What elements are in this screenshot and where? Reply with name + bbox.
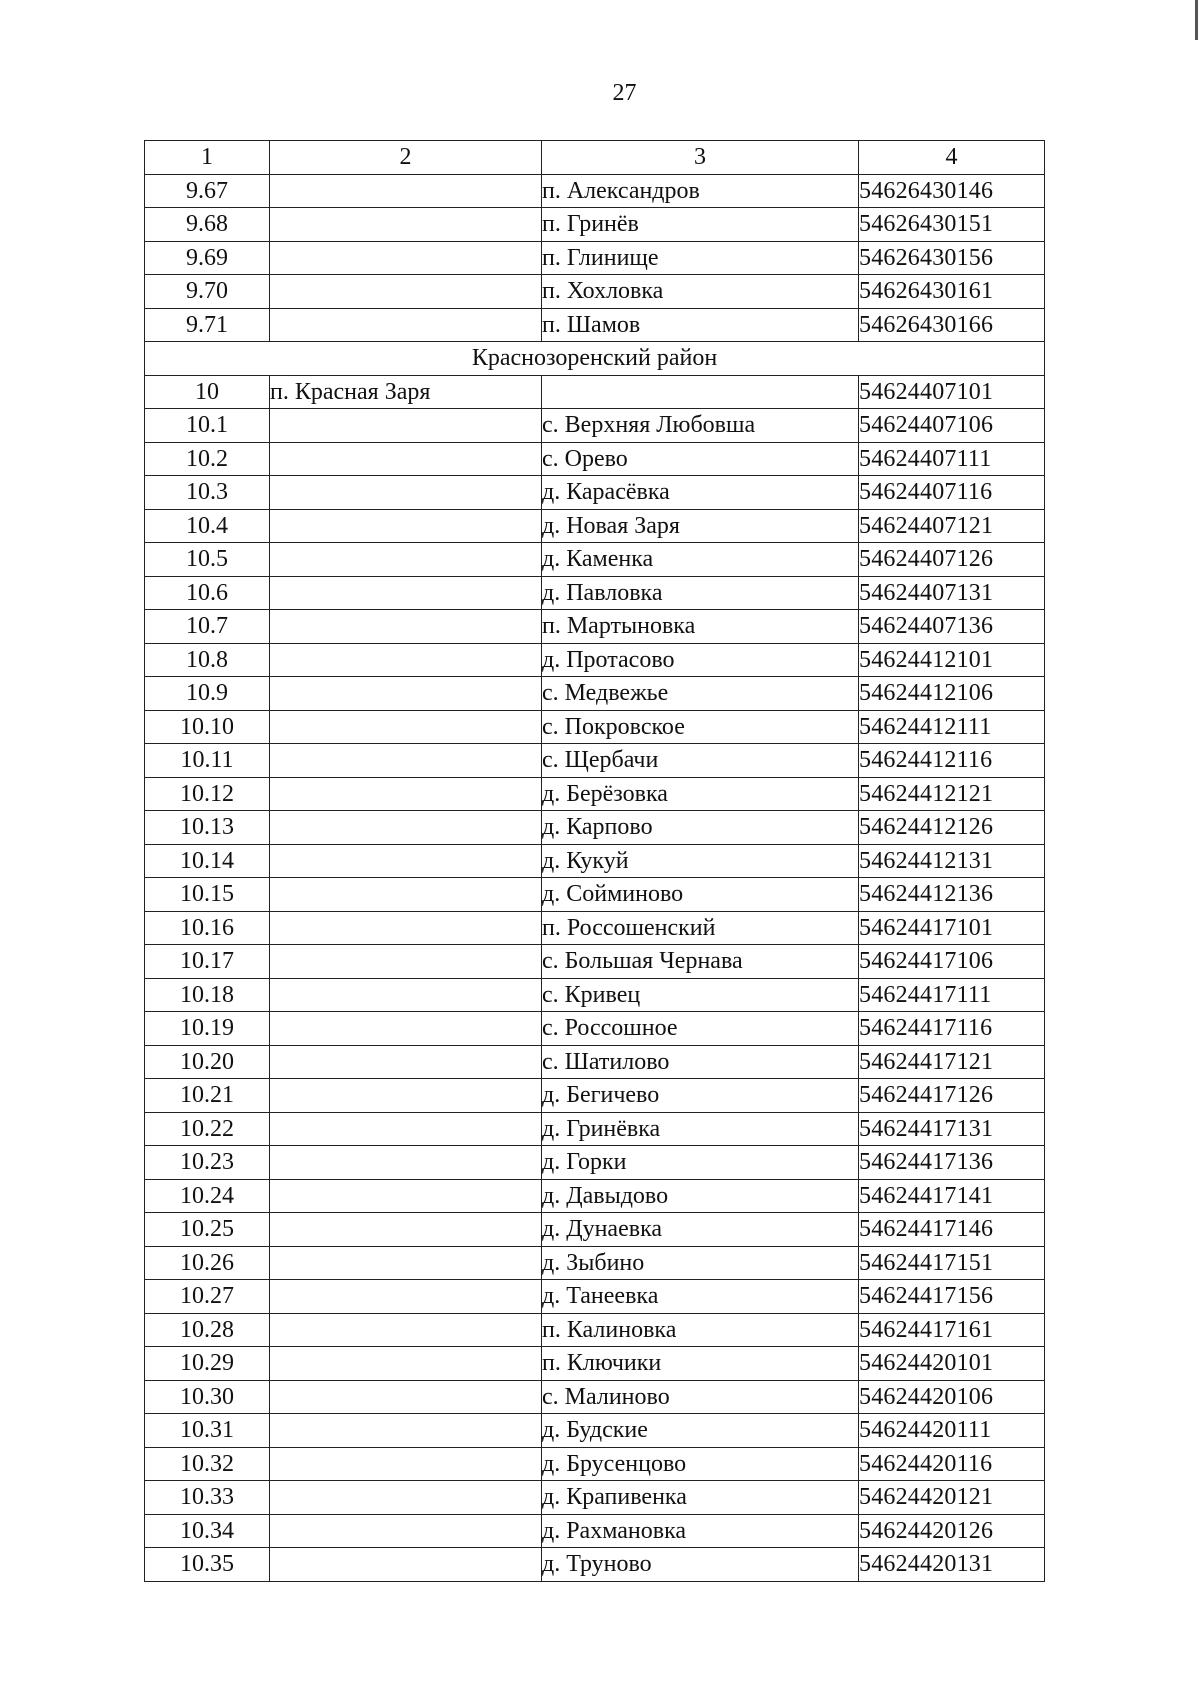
table-row (145, 610, 1045, 644)
oktmo-code-cell: 54624417136 (859, 1146, 1045, 1180)
admin-center-cell (270, 1079, 542, 1113)
locality-cell: д. Новая Заря (542, 509, 859, 543)
oktmo-code-cell: 54626430166 (859, 308, 1045, 342)
row-number-cell: 10.22 (145, 1112, 270, 1146)
header-col-4: 4 (859, 141, 1045, 175)
table-row (145, 1347, 1045, 1381)
locality-cell: д. Карасёвка (542, 476, 859, 510)
oktmo-code-cell: 54624420111 (859, 1414, 1045, 1448)
table-row (145, 543, 1045, 577)
table-row (145, 1146, 1045, 1180)
oktmo-code-cell: 54624420131 (859, 1548, 1045, 1582)
table-row (145, 1079, 1045, 1113)
row-number-cell: 9.71 (145, 308, 270, 342)
locality-cell: д. Гринёвка (542, 1112, 859, 1146)
locality-cell: с. Малиново (542, 1380, 859, 1414)
locality-cell: с. Большая Чернава (542, 945, 859, 979)
oktmo-code-cell: 54624417126 (859, 1079, 1045, 1113)
row-number-cell: 10.25 (145, 1213, 270, 1247)
admin-center-cell (270, 1012, 542, 1046)
table-row (145, 275, 1045, 309)
admin-center-cell (270, 1481, 542, 1515)
table-row (145, 911, 1045, 945)
table-row (145, 1514, 1045, 1548)
locality-cell: п. Гринёв (542, 208, 859, 242)
row-number-cell: 10.14 (145, 844, 270, 878)
admin-center-cell (270, 576, 542, 610)
table-row (145, 1179, 1045, 1213)
admin-center-cell (270, 543, 542, 577)
locality-cell: д. Будские (542, 1414, 859, 1448)
admin-center-cell (270, 1280, 542, 1314)
locality-cell: п. Россошенский (542, 911, 859, 945)
oktmo-code-cell: 54624417151 (859, 1246, 1045, 1280)
row-number-cell: 10.5 (145, 543, 270, 577)
row-number-cell: 10.29 (145, 1347, 270, 1381)
locality-cell: д. Протасово (542, 643, 859, 677)
table-row (145, 1213, 1045, 1247)
row-number-cell: 10 (145, 375, 270, 409)
table-row (145, 1280, 1045, 1314)
row-number-cell: 10.10 (145, 710, 270, 744)
row-number-cell: 10.8 (145, 643, 270, 677)
oktmo-code-cell: 54624420126 (859, 1514, 1045, 1548)
table-row (145, 1313, 1045, 1347)
admin-center-cell (270, 1313, 542, 1347)
admin-center-cell (270, 409, 542, 443)
oktmo-code-cell: 54624417116 (859, 1012, 1045, 1046)
table-row (145, 1246, 1045, 1280)
table-row (145, 1548, 1045, 1582)
table-row (145, 1414, 1045, 1448)
oktmo-code-cell: 54624412126 (859, 811, 1045, 845)
admin-center-cell (270, 1447, 542, 1481)
row-number-cell: 10.1 (145, 409, 270, 443)
oktmo-code-cell: 54624417106 (859, 945, 1045, 979)
row-number-cell: 10.23 (145, 1146, 270, 1180)
locality-cell: с. Медвежье (542, 677, 859, 711)
row-number-cell: 10.18 (145, 978, 270, 1012)
row-number-cell: 10.11 (145, 744, 270, 778)
admin-center-cell (270, 1414, 542, 1448)
admin-center-cell (270, 1380, 542, 1414)
row-number-cell: 9.67 (145, 174, 270, 208)
oktmo-code-cell: 54624407121 (859, 509, 1045, 543)
admin-center-cell (270, 174, 542, 208)
section-title: Краснозоренский район (145, 342, 1045, 376)
header-col-1: 1 (145, 141, 270, 175)
row-number-cell: 10.7 (145, 610, 270, 644)
table-row (145, 409, 1045, 443)
table-row (145, 811, 1045, 845)
row-number-cell: 9.68 (145, 208, 270, 242)
row-number-cell: 10.2 (145, 442, 270, 476)
oktmo-code-cell: 54624417101 (859, 911, 1045, 945)
row-number-cell: 10.4 (145, 509, 270, 543)
locality-cell: д. Бегичево (542, 1079, 859, 1113)
settlements-table (144, 140, 1045, 1582)
row-number-cell: 10.19 (145, 1012, 270, 1046)
row-number-cell: 10.34 (145, 1514, 270, 1548)
table-row (145, 375, 1045, 409)
locality-cell: д. Зыбино (542, 1246, 859, 1280)
oktmo-code-cell: 54624417161 (859, 1313, 1045, 1347)
table-row (145, 1447, 1045, 1481)
oktmo-code-cell: 54624417121 (859, 1045, 1045, 1079)
oktmo-code-cell: 54624417111 (859, 978, 1045, 1012)
header-col-2: 2 (270, 141, 542, 175)
admin-center-cell (270, 1045, 542, 1079)
locality-cell: д. Горки (542, 1146, 859, 1180)
locality-cell: п. Шамов (542, 308, 859, 342)
table-row (145, 241, 1045, 275)
locality-cell: д. Дунаевка (542, 1213, 859, 1247)
oktmo-code-cell: 54624407101 (859, 375, 1045, 409)
oktmo-code-cell: 54626430156 (859, 241, 1045, 275)
table-row (145, 844, 1045, 878)
admin-center-cell (270, 710, 542, 744)
oktmo-code-cell: 54624417146 (859, 1213, 1045, 1247)
admin-center-cell: п. Красная Заря (270, 375, 542, 409)
table-row (145, 208, 1045, 242)
locality-cell: с. Орево (542, 442, 859, 476)
locality-cell: с. Щербачи (542, 744, 859, 778)
admin-center-cell (270, 1514, 542, 1548)
row-number-cell: 10.32 (145, 1447, 270, 1481)
admin-center-cell (270, 945, 542, 979)
table-row (145, 744, 1045, 778)
admin-center-cell (270, 777, 542, 811)
admin-center-cell (270, 643, 542, 677)
table-row (145, 777, 1045, 811)
oktmo-code-cell: 54624412111 (859, 710, 1045, 744)
oktmo-code-cell: 54624412106 (859, 677, 1045, 711)
locality-cell: п. Хохловка (542, 275, 859, 309)
row-number-cell: 9.70 (145, 275, 270, 309)
oktmo-code-cell: 54624407136 (859, 610, 1045, 644)
admin-center-cell (270, 442, 542, 476)
locality-cell: п. Ключики (542, 1347, 859, 1381)
oktmo-code-cell: 54626430161 (859, 275, 1045, 309)
admin-center-cell (270, 1246, 542, 1280)
row-number-cell: 10.15 (145, 878, 270, 912)
oktmo-code-cell: 54624412121 (859, 777, 1045, 811)
admin-center-cell (270, 1112, 542, 1146)
oktmo-code-cell: 54624420101 (859, 1347, 1045, 1381)
oktmo-code-cell: 54626430146 (859, 174, 1045, 208)
table-row (145, 643, 1045, 677)
admin-center-cell (270, 1146, 542, 1180)
row-number-cell: 10.35 (145, 1548, 270, 1582)
admin-center-cell (270, 811, 542, 845)
row-number-cell: 10.21 (145, 1079, 270, 1113)
oktmo-code-cell: 54624412101 (859, 643, 1045, 677)
header-row (145, 141, 1045, 175)
locality-cell: д. Танеевка (542, 1280, 859, 1314)
table-row (145, 945, 1045, 979)
admin-center-cell (270, 1347, 542, 1381)
admin-center-cell (270, 1179, 542, 1213)
table-row (145, 978, 1045, 1012)
admin-center-cell (270, 275, 542, 309)
section-row (145, 342, 1045, 376)
admin-center-cell (270, 308, 542, 342)
admin-center-cell (270, 744, 542, 778)
oktmo-code-cell: 54624417141 (859, 1179, 1045, 1213)
locality-cell: д. Рахмановка (542, 1514, 859, 1548)
oktmo-code-cell: 54624412131 (859, 844, 1045, 878)
row-number-cell: 10.17 (145, 945, 270, 979)
admin-center-cell (270, 610, 542, 644)
admin-center-cell (270, 911, 542, 945)
locality-cell: д. Сойминово (542, 878, 859, 912)
row-number-cell: 10.31 (145, 1414, 270, 1448)
locality-cell: с. Кривец (542, 978, 859, 1012)
oktmo-code-cell: 54624407126 (859, 543, 1045, 577)
admin-center-cell (270, 978, 542, 1012)
row-number-cell: 10.3 (145, 476, 270, 510)
admin-center-cell (270, 241, 542, 275)
row-number-cell: 10.9 (145, 677, 270, 711)
oktmo-code-cell: 54624420121 (859, 1481, 1045, 1515)
admin-center-cell (270, 208, 542, 242)
oktmo-code-cell: 54624412136 (859, 878, 1045, 912)
locality-cell: д. Каменка (542, 543, 859, 577)
row-number-cell: 10.16 (145, 911, 270, 945)
oktmo-code-cell: 54624407116 (859, 476, 1045, 510)
row-number-cell: 10.27 (145, 1280, 270, 1314)
row-number-cell: 10.12 (145, 777, 270, 811)
page-number: 27 (612, 80, 637, 106)
locality-cell: д. Крапивенка (542, 1481, 859, 1515)
locality-cell: п. Глинище (542, 241, 859, 275)
oktmo-code-cell: 54624412116 (859, 744, 1045, 778)
locality-cell: п. Калиновка (542, 1313, 859, 1347)
oktmo-code-cell: 54624407111 (859, 442, 1045, 476)
locality-cell: д. Кукуй (542, 844, 859, 878)
table-row (145, 1481, 1045, 1515)
table-row (145, 1380, 1045, 1414)
admin-center-cell (270, 1213, 542, 1247)
admin-center-cell (270, 509, 542, 543)
locality-cell: с. Шатилово (542, 1045, 859, 1079)
row-number-cell: 10.6 (145, 576, 270, 610)
table-row (145, 442, 1045, 476)
admin-center-cell (270, 878, 542, 912)
admin-center-cell (270, 476, 542, 510)
locality-cell: д. Берёзовка (542, 777, 859, 811)
oktmo-code-cell: 54624420116 (859, 1447, 1045, 1481)
locality-cell: с. Россошное (542, 1012, 859, 1046)
table-row (145, 576, 1045, 610)
row-number-cell: 10.24 (145, 1179, 270, 1213)
oktmo-code-cell: 54626430151 (859, 208, 1045, 242)
table-row (145, 1045, 1045, 1079)
header-col-3: 3 (542, 141, 859, 175)
oktmo-code-cell: 54624407131 (859, 576, 1045, 610)
locality-cell: п. Мартыновка (542, 610, 859, 644)
locality-cell: д. Давыдово (542, 1179, 859, 1213)
admin-center-cell (270, 677, 542, 711)
locality-cell: д. Брусенцово (542, 1447, 859, 1481)
oktmo-code-cell: 54624420106 (859, 1380, 1045, 1414)
locality-cell (542, 375, 859, 409)
locality-cell: с. Верхняя Любовша (542, 409, 859, 443)
row-number-cell: 10.28 (145, 1313, 270, 1347)
locality-cell: п. Александров (542, 174, 859, 208)
table-row (145, 710, 1045, 744)
row-number-cell: 10.26 (145, 1246, 270, 1280)
table-row (145, 308, 1045, 342)
oktmo-code-cell: 54624417131 (859, 1112, 1045, 1146)
oktmo-code-cell: 54624407106 (859, 409, 1045, 443)
table-row (145, 1112, 1045, 1146)
row-number-cell: 10.33 (145, 1481, 270, 1515)
locality-cell: д. Павловка (542, 576, 859, 610)
table-row (145, 1012, 1045, 1046)
table-body (145, 141, 1045, 1582)
table-row (145, 509, 1045, 543)
locality-cell: д. Карпово (542, 811, 859, 845)
scan-edge-mark (1195, 0, 1198, 40)
row-number-cell: 9.69 (145, 241, 270, 275)
row-number-cell: 10.20 (145, 1045, 270, 1079)
table-row (145, 878, 1045, 912)
locality-cell: д. Труново (542, 1548, 859, 1582)
row-number-cell: 10.13 (145, 811, 270, 845)
oktmo-code-cell: 54624417156 (859, 1280, 1045, 1314)
admin-center-cell (270, 844, 542, 878)
table-row (145, 677, 1045, 711)
locality-cell: с. Покровское (542, 710, 859, 744)
table-row (145, 174, 1045, 208)
row-number-cell: 10.30 (145, 1380, 270, 1414)
admin-center-cell (270, 1548, 542, 1582)
table-row (145, 476, 1045, 510)
